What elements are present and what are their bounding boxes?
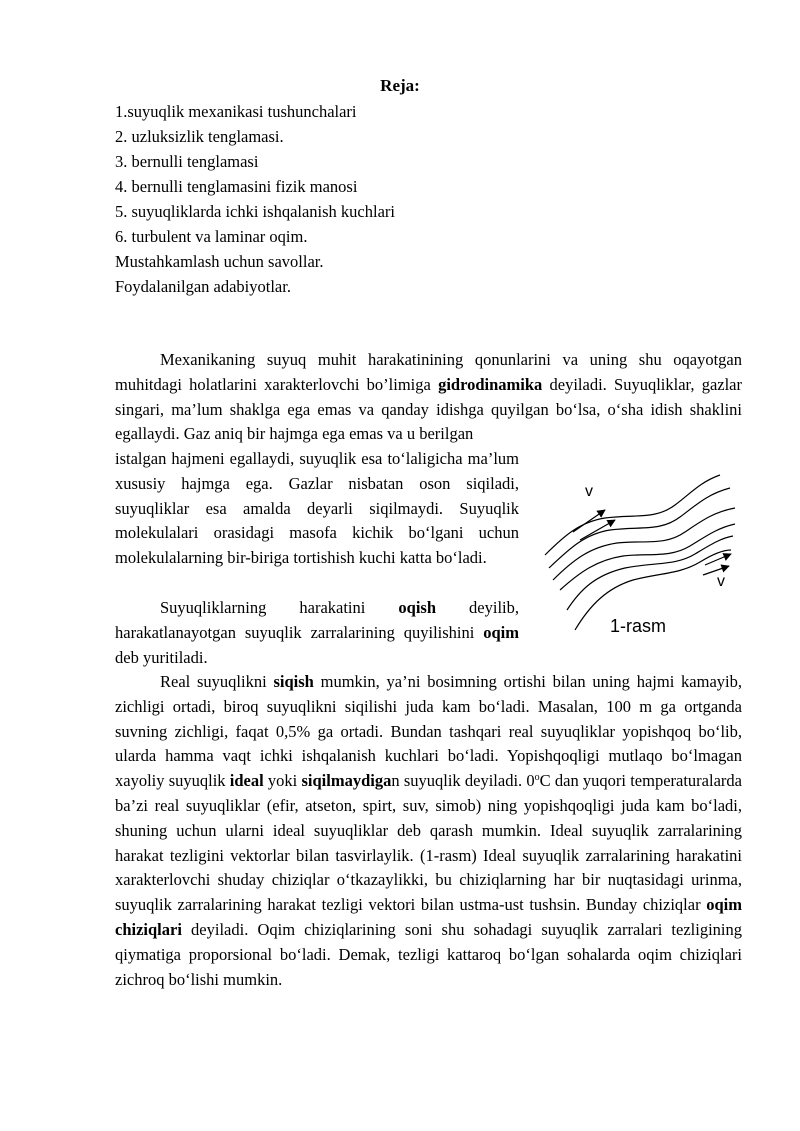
text-run: deyiladi. Oqim chiziqlarining soni shu sohadagi suyuqlik zarralari tezligining qiymatiga proporsional bo‘ladi. Demak, tezligi kattaroq bo‘lgan sohalarda oqim chiziqlari zichroq bo‘lishi mumkin. [115,919,742,989]
text-run: deb yuritiladi. [115,647,208,667]
term-gidrodinamika: gidrodinamika [438,374,543,394]
text-run: n suyuqlik deyiladi. 0 [391,771,535,791]
term-oqim-chiziqlari: oqim chiziqlari [115,895,742,939]
plan-item: 3. bernulli tenglamasi [115,152,259,171]
text-run: yoki [263,771,302,791]
paragraph-intro [115,348,742,447]
paragraph-real-fluid [115,670,742,992]
paragraph-oqish [115,596,519,670]
plan-item: Foydalanilgan adabiyotlar. [115,277,291,296]
plan-title: Reja: [380,76,420,95]
label-v-top: v [585,483,593,500]
plan-item: 4. bernulli tenglamasini fizik manosi [115,177,358,196]
plan-list [115,99,395,299]
plan-item: 1.suyuqlik mexanikasi tushunchalari [115,102,357,121]
label-v-right: v [717,573,725,590]
text-run: deyiladi. Suyuqliklar, gazlar singari, ma’lum shaklga ega emas va qanday idishga quyilgan bo‘lsa, o‘sha idish shaklini egallaydi. Gaz aniq bir hajmga ega emas va u berilgan [115,374,742,444]
term-oqish: oqish [398,598,436,617]
text-run: Mexanikaning suyuq muhit harakatinining qonunlarini va uning shu oqayotgan muhitdagi holatlarini xarakterlovchi bo’limiga [115,350,742,394]
streamline [545,475,720,555]
term-siqish: siqish [273,672,314,691]
plan-item: 5. suyuqliklarda ichki ishqalanish kuchlari [115,202,395,221]
plan-item: Mustahkamlash uchun savollar. [115,252,324,271]
velocity-arrow [703,566,729,575]
term-siqilmaydigan: siqilmaydiga [301,771,392,791]
text-run: Real suyuqlikni [160,672,274,691]
paragraph-intro-continued: istalgan hajmeni egallaydi, suyuqlik esa to‘laligicha ma’lum xususiy hajmga ega. Gazlar nisbatan oson siqiladi, suyuqliklar esa amalda deyarli siqilmaydi. Suyuqlik molekulalari orasidagi masofa kichik bo‘lgani uchun molekulalarning bir-biriga tortishish kuchi katta bo‘ladi. [115,449,519,568]
text-run: mumkin, ya’ni bosimning ortishi bilan uning hajmi kamayib, zichligi ortadi, biroq suyuqlikni siqilishi juda kam bo‘ladi. Masalan, 100 m ga ortganda suvning zichligi, faqat 0,5% ga ortadi. Bundan tashqari real suyuqliklar yopishqoq bo‘lib, ularda hamma vaqt ichki ishqalanish kuchlari bo‘ladi. Yopishqoqligi mutlaqo bo‘lmagan xayoliy suyuqlik [115,672,742,791]
velocity-arrow [705,554,731,565]
degree-sign: o [534,772,540,784]
term-oqim: oqim [483,622,519,642]
text-run: deyilib, harakatlanayotgan suyuqlik zarralarining quyilishini [115,598,519,642]
plan-item: 6. turbulent va laminar oqim. [115,227,308,246]
figure-caption: 1-rasm [610,616,667,636]
plan-item: 2. uzluksizlik tenglamasi. [115,127,284,146]
streamlines-figure [535,470,740,640]
streamline [553,508,735,580]
text-run: C dan yuqori temperaturalarda ba’zi real suyuqliklar (efir, atseton, spirt, suv, simob) ning yopishqoqligi juda kam bo‘ladi, shuning uchun ularni ideal suyuqliklar deb qarash mumkin. Ideal suyuqlik zarralarining harakat tezligini vektorlar bilan tasvirlaylik. (1-rasm) Ideal suyuqlik zarralarining harakatini xarakterlovchi shuday chiziqlar o‘tkazaylikki, bu chiziqlarning har bir nuqtasidagi urinma, suyuqlik zarralarining harakat tezligi vektori bilan ustma-ust tushsin. Bunday chiziqlar [115,771,742,915]
text-run: Suyuqliklarning harakatini [160,598,399,617]
term-ideal: ideal [229,771,264,791]
